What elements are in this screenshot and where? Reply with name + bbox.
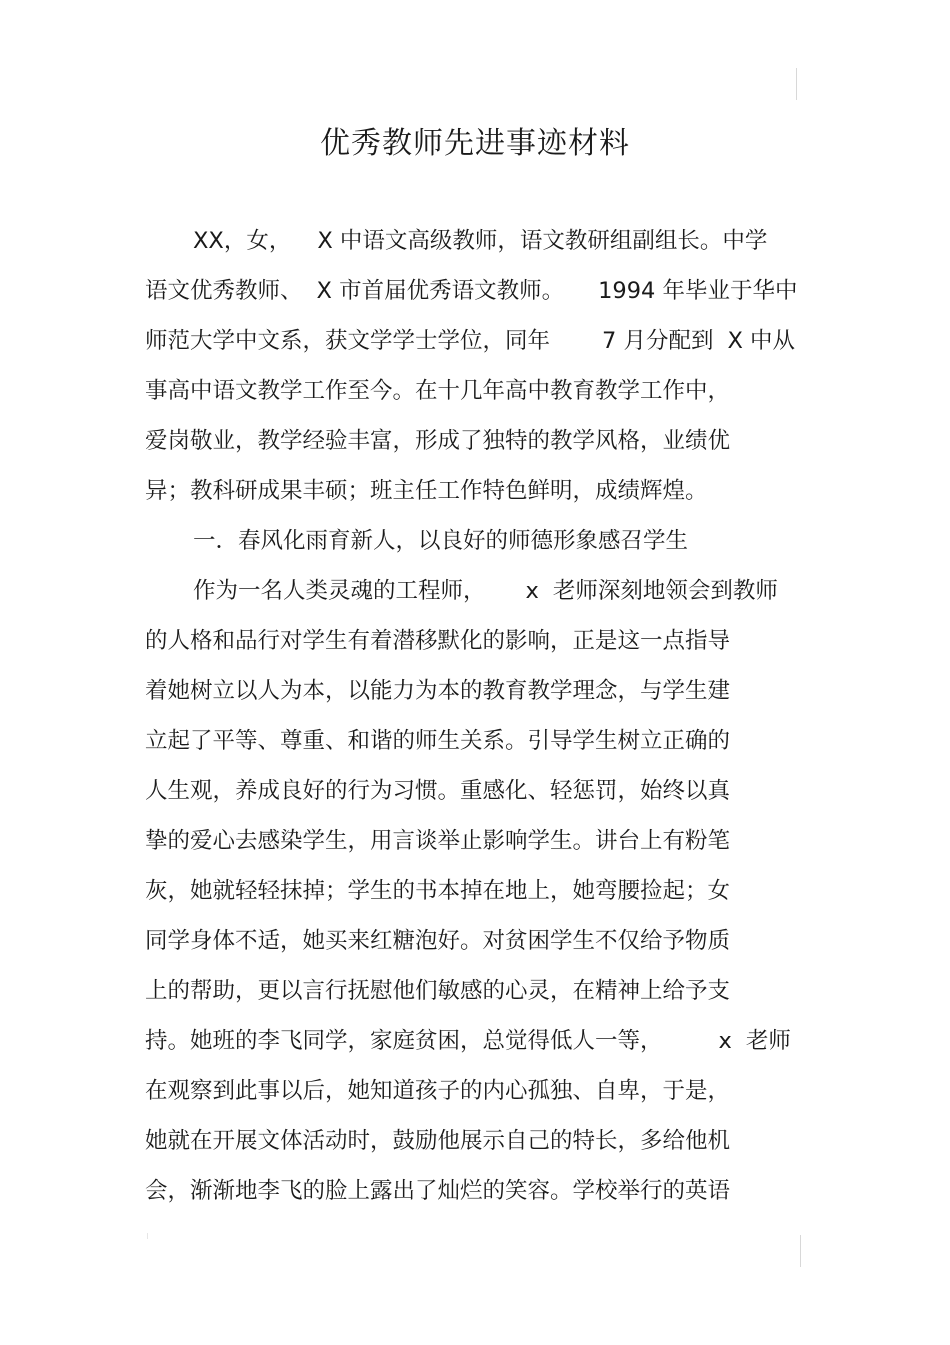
text-line	[145, 675, 730, 707]
text-segment: 上的帮助，更以言行抚慰他们敏感的心灵，在精神上给予支	[145, 978, 731, 1004]
text-line	[145, 825, 730, 857]
text-line	[145, 275, 798, 307]
text-segment: 她就在开展文体活动时，鼓励他展示自己的特长，多给他机	[145, 1128, 731, 1154]
text-segment: 1994 年毕业于华中	[598, 278, 798, 304]
text-line	[193, 225, 767, 257]
text-line	[145, 875, 730, 907]
page-edge-mark	[147, 1233, 148, 1239]
text-segment: X 中语文高级教师，语文教研组副组长。中学	[317, 228, 768, 254]
text-line	[145, 1125, 730, 1157]
text-line	[193, 575, 778, 607]
text-segment: 着她树立以人为本，以能力为本的教育教学理念，与学生建	[145, 678, 731, 704]
text-segment: 人生观，养成良好的行为习惯。重感化、轻惩罚，始终以真	[145, 778, 731, 804]
text-segment: 7 月分配到	[602, 328, 714, 354]
text-segment: 在观察到此事以后，她知道孩子的内心孤独、自卑，于是，	[145, 1078, 731, 1104]
text-segment: x	[718, 1028, 732, 1054]
text-segment: x	[525, 578, 539, 604]
text-segment: 会，渐渐地李飞的脸上露出了灿烂的笑容。学校举行的英语	[145, 1178, 731, 1204]
text-line	[145, 1075, 730, 1107]
text-line	[145, 375, 730, 407]
text-line	[145, 1175, 730, 1207]
text-segment: 爱岗敬业，教学经验丰富，形成了独特的教学风格，业绩优	[145, 428, 731, 454]
text-segment: 灰，她就轻轻抹掉；学生的书本掉在地上，她弯腰捡起；女	[145, 878, 731, 904]
text-segment: 持。她班的李飞同学，家庭贫困，总觉得低人一等，	[145, 1028, 663, 1054]
document-title: 优秀教师先进事迹材料	[320, 126, 630, 161]
text-segment: XX，女，	[193, 228, 292, 254]
text-segment: 异；教科研成果丰硕；班主任工作特色鲜明，成绩辉煌。	[145, 478, 708, 504]
text-line	[145, 975, 730, 1007]
section-heading	[193, 525, 688, 557]
text-line	[145, 475, 708, 507]
text-line	[145, 1025, 791, 1057]
text-segment: 的人格和品行对学生有着潜移默化的影响，正是这一点指导	[145, 628, 731, 654]
text-segment: 立起了平等、尊重、和谐的师生关系。引导学生树立正确的	[145, 728, 731, 754]
text-segment: 语文优秀教师、	[145, 278, 303, 304]
page-edge-mark	[800, 1235, 801, 1267]
text-line	[145, 775, 730, 807]
text-segment: X 市首届优秀语文教师。	[316, 278, 565, 304]
text-line	[145, 625, 730, 657]
text-segment: 一．春风化雨育新人，以良好的师德形象感召学生	[193, 528, 689, 554]
text-segment: 老师深刻地领会到教师	[552, 578, 778, 604]
text-line	[145, 325, 795, 357]
text-segment: 同学身体不适，她买来红糖泡好。对贫困学生不仅给予物质	[145, 928, 731, 954]
text-line	[145, 925, 730, 957]
text-segment: X 中从	[727, 328, 796, 354]
text-segment: 事高中语文教学工作至今。在十几年高中教育教学工作中，	[145, 378, 731, 404]
text-line	[145, 725, 730, 757]
text-line	[145, 425, 730, 457]
text-segment: 老师	[745, 1028, 791, 1054]
page-edge-mark	[796, 68, 797, 100]
text-segment: 挚的爱心去感染学生，用言谈举止影响学生。讲台上有粉笔	[145, 828, 731, 854]
text-segment: 作为一名人类灵魂的工程师，	[193, 578, 486, 604]
text-segment: 师范大学中文系，获文学学士学位，同年	[145, 328, 551, 354]
